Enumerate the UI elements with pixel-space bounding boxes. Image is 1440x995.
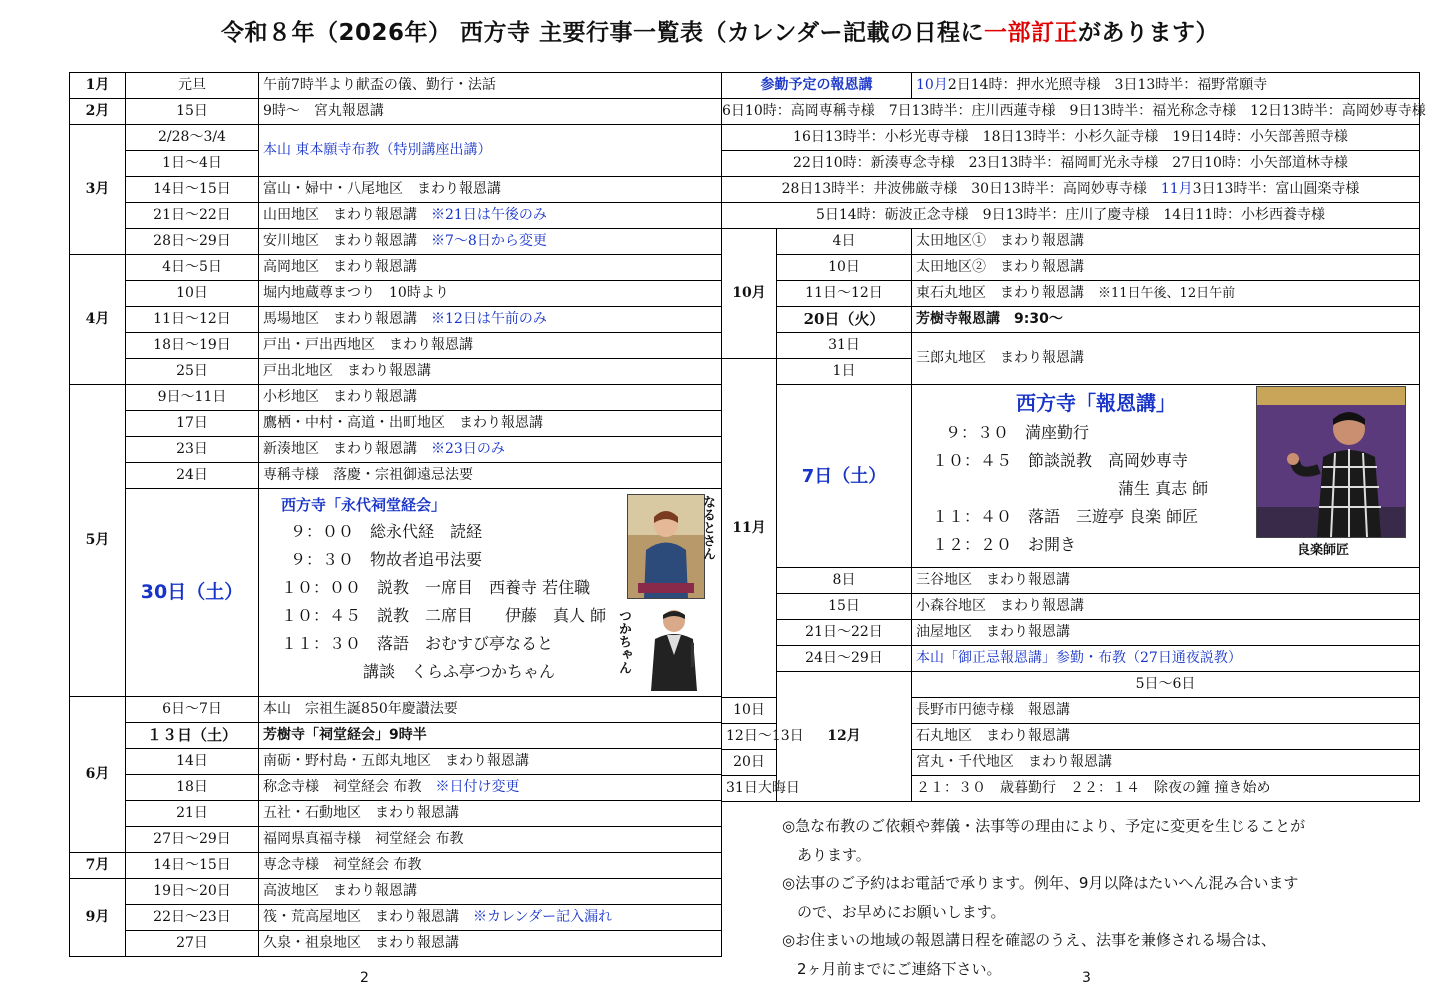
footnote-line: ので、お早めにお願いします。 [782,902,1006,921]
event-cell: 芳樹寺報恩講 9:30〜 [912,307,1420,333]
event-cell: 太田地区② まわり報恩講 [912,255,1420,281]
footnote-line: ◎法事のご予約はお電話で承ります。例年、9月以降はたいへん混み合います [782,874,1299,892]
date-cell: 10日 [126,281,259,307]
event-cell: 本山 東本願寺布教（特別講座出講） [259,125,722,177]
date-cell: 23日 [126,437,259,463]
table-row [70,697,722,723]
event-cell: 五社・石動地区 まわり報恩講 [259,801,722,827]
table-row [70,177,722,203]
date-cell: 18日 [126,775,259,801]
visits-row [722,177,1420,203]
visits-row [722,151,1420,177]
tsukachan-caption: つかちゃん [616,609,631,674]
event-cell: 戸出北地区 まわり報恩講 [259,359,722,385]
visits-line: 22日10時：新湊専念寺様 23日13時半：福岡町光永寺様 27日10時：小矢部道林寺様 [722,151,1420,177]
footnote-line: ◎お住まいの地域の報恩講日程を確認のうえ、法事を兼修される場合は、 [782,931,1276,949]
rakuraku-caption: 良楽師匠 [1297,543,1350,558]
program-line: ９：３０ 満座勤行 [945,423,1090,442]
date-cell: 8日 [777,568,912,594]
footnote-line: 2ヶ月前までにご連絡下さい。 [782,959,1002,978]
table-row [70,853,722,879]
table-row [70,307,722,333]
event-cell: 油屋地区 まわり報恩講 [912,620,1420,646]
event-cell: 専稱寺様 落慶・宗祖御遠忌法要 [259,463,722,489]
table-row [70,411,722,437]
table-row [722,229,1420,255]
table-row [70,801,722,827]
table-row [70,281,722,307]
visits-line: 6日10時：高岡専稱寺様 7日13時半：庄川西蓮寺様 9日13時半：福光称念寺様 12日13時半：高岡妙専寺様 [722,99,1420,125]
event-cell: 小杉地区 まわり報恩講 [259,385,722,411]
visits-line: 28日13時半：井波佛厳寺様 30日13時半：高岡妙専寺様 11月3日13時半：富山圓楽寺様 [722,177,1420,203]
event-cell: 午前7時半より献盃の儀、勤行・法話 [259,73,722,99]
naruto-caption: なるとさん [700,495,715,560]
date-cell: 28日〜29日 [126,229,259,255]
table-row [70,827,722,853]
month-cell: 5月 [70,385,126,697]
may30-title: 西方寺「永代祠堂経会」 [281,496,447,514]
title-text-end: があります） [1078,20,1220,46]
table-row-may30 [70,489,722,697]
page-title [0,14,1440,47]
table-row [70,359,722,385]
table-row [70,775,722,801]
month-cell: 3月 [70,125,126,255]
table-row [722,594,1420,620]
date-cell: 15日 [777,594,912,620]
footnotes [782,812,1422,983]
date-cell: 21日〜22日 [777,620,912,646]
visits-row [722,99,1420,125]
table-row [70,385,722,411]
date-cell-may30: 30日（土） [126,489,259,697]
date-cell: 12日〜13日 [722,724,777,750]
table-row [70,99,722,125]
date-cell: 19日〜20日 [126,879,259,905]
program-line: ９：３０ 物故者追弔法要 [290,550,483,569]
table-row [70,203,722,229]
visits-line: 5日14時：砺波正念寺様 9日13時半：庄川了慶寺様 14日11時：小杉西養寺様 [722,203,1420,229]
month-cell: 1月 [70,73,126,99]
table-row [722,333,1420,359]
date-cell: 10日 [777,255,912,281]
date-cell: 5日〜6日 [912,672,1420,698]
program-line: ９：００ 総永代経 読経 [290,522,483,541]
visits-label: 参勤予定の報恩講 [722,73,912,99]
month-cell: 9月 [70,879,126,957]
visits-line: 16日13時半：小杉光専寺様 18日13時半：小杉久証寺様 19日14時：小矢部善照寺様 [722,125,1420,151]
month-cell: 2月 [70,99,126,125]
event-cell: ２１：３０ 歳暮勤行 ２２：１４ 除夜の鐘 撞き始め [912,776,1420,802]
visits-row [722,73,1420,99]
date-cell: 21日〜22日 [126,203,259,229]
table-row [70,749,722,775]
table-row-nov7 [722,385,1420,568]
month-cell: 10月 [722,229,777,359]
event-cell: 堀内地蔵尊まつり 10時より [259,281,722,307]
table-row [70,723,722,749]
left-schedule-table [69,72,722,957]
date-cell: 27日〜29日 [126,827,259,853]
table-row [70,229,722,255]
program-line: １０：００ 説教 一席目 西養寺 若住職 [281,578,591,597]
table-row [722,568,1420,594]
event-cell: 筏・荒高屋地区 まわり報恩講 ※カレンダー記入漏れ [259,905,722,931]
date-cell: 2/28〜3/4 [126,125,259,151]
date-cell: 14日〜15日 [126,853,259,879]
table-row [70,879,722,905]
program-line: 蒲生 真志 師 [1118,479,1209,498]
table-row [722,281,1420,307]
event-cell: 戸出・戸出西地区 まわり報恩講 [259,333,722,359]
event-cell: 久泉・祖泉地区 まわり報恩講 [259,931,722,957]
program-line: １０：４５ 説教 二席目 伊藤 真人 師 [281,606,607,625]
date-cell-nov7: 7日（土） [777,385,912,568]
program-line: １１：４０ 落語 三遊亭 良楽 師匠 [932,507,1199,526]
visits-row [722,203,1420,229]
event-cell: 長野市円徳寺様 報恩講 [912,698,1420,724]
table-row [70,333,722,359]
event-cell: 芳樹寺「祠堂経会」9時半 [259,723,722,749]
event-cell: 専念寺様 祠堂経会 布教 [259,853,722,879]
table-row [722,620,1420,646]
event-cell: 三郎丸地区 まわり報恩講 [912,333,1420,385]
footnote-line: ◎急な布教のご依頼や葬儀・法事等の理由により、予定に変更を生じることが [782,817,1306,835]
rakuraku-photo [1256,386,1406,538]
table-row [70,255,722,281]
table-row [70,905,722,931]
event-cell: 太田地区① まわり報恩講 [912,229,1420,255]
event-cell: 称念寺様 祠堂経会 布教 ※日付け変更 [259,775,722,801]
program-line: 講談 くらふ亭つかちゃん [363,662,556,681]
event-cell: 9時〜 宮丸報恩講 [259,99,722,125]
event-cell: 石丸地区 まわり報恩講 [912,724,1420,750]
event-cell: 本山 宗祖生誕850年慶讃法要 [259,697,722,723]
table-row [70,931,722,957]
date-cell: 9日〜11日 [126,385,259,411]
table-row [70,437,722,463]
month-cell: 7月 [70,853,126,879]
program-line: １１：３０ 落語 おむすび亭なると [281,634,554,653]
may30-program [259,489,722,697]
date-cell: 31日大晦日 [722,776,777,802]
footnote-line: あります。 [782,845,871,864]
table-row [70,125,722,151]
date-cell: 15日 [126,99,259,125]
event-cell: 南砺・野村島・五郎丸地区 まわり報恩講 [259,749,722,775]
date-cell: １３日（土） [126,723,259,749]
month-cell: 11月 [722,359,777,698]
date-cell: 11日〜12日 [777,281,912,307]
table-row [722,307,1420,333]
date-cell: 1日〜4日 [126,151,259,177]
date-cell: 25日 [126,359,259,385]
right-schedule-table [721,72,1426,802]
date-cell: 24日 [126,463,259,489]
page-number-right: 3 [1082,970,1091,986]
date-cell: 24日〜29日 [777,646,912,672]
month-cell: 12月 [777,672,912,802]
program-line: １０：４５ 節談説教 高岡妙専寺 [932,451,1189,470]
date-cell: 4日〜5日 [126,255,259,281]
event-cell: 三谷地区 まわり報恩講 [912,568,1420,594]
date-cell: 20日 [722,750,777,776]
program-line: １２：２０ お開き [932,535,1077,554]
date-cell: 14日 [126,749,259,775]
visits-row [722,125,1420,151]
event-cell: 富山・婦中・八尾地区 まわり報恩講 [259,177,722,203]
event-cell: 本山「御正忌報恩講」参勤・布教（27日通夜説教） [912,646,1420,672]
month-cell: 6月 [70,697,126,853]
event-cell: 馬場地区 まわり報恩講 ※12日は午前のみ [259,307,722,333]
event-cell: 鷹栖・中村・高道・出町地区 まわり報恩講 [259,411,722,437]
month-cell: 4月 [70,255,126,385]
date-cell: 10日 [722,698,777,724]
event-cell: 安川地区 まわり報恩講 ※7〜8日から変更 [259,229,722,255]
date-cell: 27日 [126,931,259,957]
nov7-title: 西方寺「報恩講」 [1016,391,1176,415]
event-cell: 山田地区 まわり報恩講 ※21日は午後のみ [259,203,722,229]
date-cell: 元旦 [126,73,259,99]
event-cell: 高波地区 まわり報恩講 [259,879,722,905]
naruto-photo [627,494,705,599]
event-cell: 福岡県真福寺様 祠堂経会 布教 [259,827,722,853]
table-row [722,672,1420,698]
nov7-program [912,385,1420,568]
table-row [722,255,1420,281]
visits-line: 10月2日14時：押水光照寺様 3日13時半：福野常願寺 [912,73,1420,99]
event-cell: 東石丸地区 まわり報恩講 ※11日午後、12日午前 [912,281,1420,307]
event-cell: 宮丸・千代地区 まわり報恩講 [912,750,1420,776]
date-cell: 1日 [777,359,912,385]
table-row [70,463,722,489]
date-cell: 21日 [126,801,259,827]
tsukachan-photo [641,605,707,691]
date-cell: 6日〜7日 [126,697,259,723]
title-correction: 一部訂正 [984,20,1079,46]
date-cell: 4日 [777,229,912,255]
date-cell: 14日〜15日 [126,177,259,203]
table-row [722,646,1420,672]
date-cell: 31日 [777,333,912,359]
date-cell: 11日〜12日 [126,307,259,333]
event-cell: 新湊地区 まわり報恩講 ※23日のみ [259,437,722,463]
event-cell: 小森谷地区 まわり報恩講 [912,594,1420,620]
title-text: 令和８年（2026年） 西方寺 主要行事一覧表（カレンダー記載の日程に [220,20,985,46]
date-cell: 18日〜19日 [126,333,259,359]
date-cell: 22日〜23日 [126,905,259,931]
event-cell: 高岡地区 まわり報恩講 [259,255,722,281]
date-cell: 17日 [126,411,259,437]
table-row [70,73,722,99]
page-number-left: 2 [360,970,369,986]
date-cell: 20日（火） [777,307,912,333]
